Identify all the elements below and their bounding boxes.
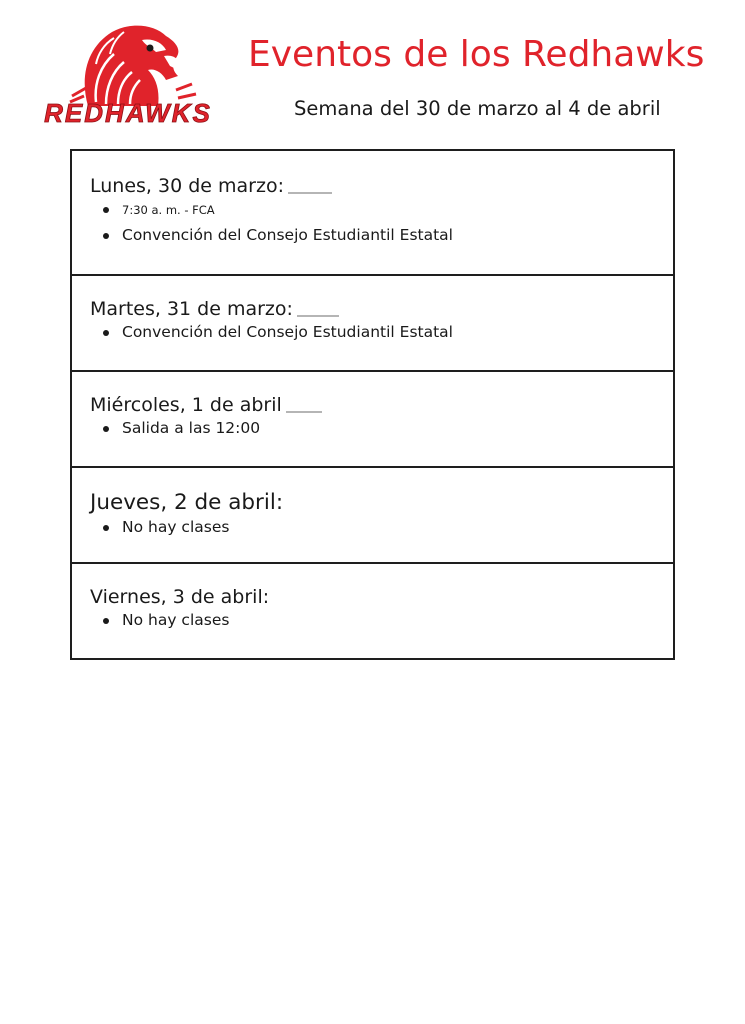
day-row-tuesday xyxy=(72,274,673,370)
day-title: Miércoles, 1 de abril xyxy=(90,394,673,416)
redacted-mark xyxy=(297,315,339,317)
logo-wordmark: REDHAWKS xyxy=(44,98,212,128)
list-item: Convención del Consejo Estudiantil Estatal xyxy=(90,223,673,248)
day-row-monday xyxy=(72,151,673,274)
day-title: Viernes, 3 de abril: xyxy=(90,586,270,608)
day-row-thursday xyxy=(72,466,673,562)
events-list xyxy=(90,197,673,248)
redacted-mark xyxy=(288,192,332,194)
day-title: Jueves, 2 de abril: xyxy=(90,490,284,515)
day-row-wednesday xyxy=(72,370,673,466)
redhawks-logo xyxy=(26,18,230,128)
day-row-friday xyxy=(72,562,673,658)
list-item: No hay clases xyxy=(90,515,673,540)
events-list xyxy=(90,608,673,633)
list-item: No hay clases xyxy=(90,608,673,633)
redhawk-head-icon xyxy=(26,18,230,128)
page-title: Eventos de los Redhawks xyxy=(248,34,705,75)
list-item: 7:30 a. m. - FCA xyxy=(90,197,673,223)
events-list xyxy=(90,320,673,345)
events-list xyxy=(90,416,673,441)
events-list xyxy=(90,515,673,540)
events-table xyxy=(70,149,675,660)
redacted-mark xyxy=(286,411,322,413)
day-title: Martes, 31 de marzo: xyxy=(90,298,673,320)
week-subtitle: Semana del 30 de marzo al 4 de abril xyxy=(294,97,661,120)
day-title: Lunes, 30 de marzo: xyxy=(90,175,673,197)
list-item: Convención del Consejo Estudiantil Estatal xyxy=(90,320,673,345)
list-item: Salida a las 12:00 xyxy=(90,416,673,441)
